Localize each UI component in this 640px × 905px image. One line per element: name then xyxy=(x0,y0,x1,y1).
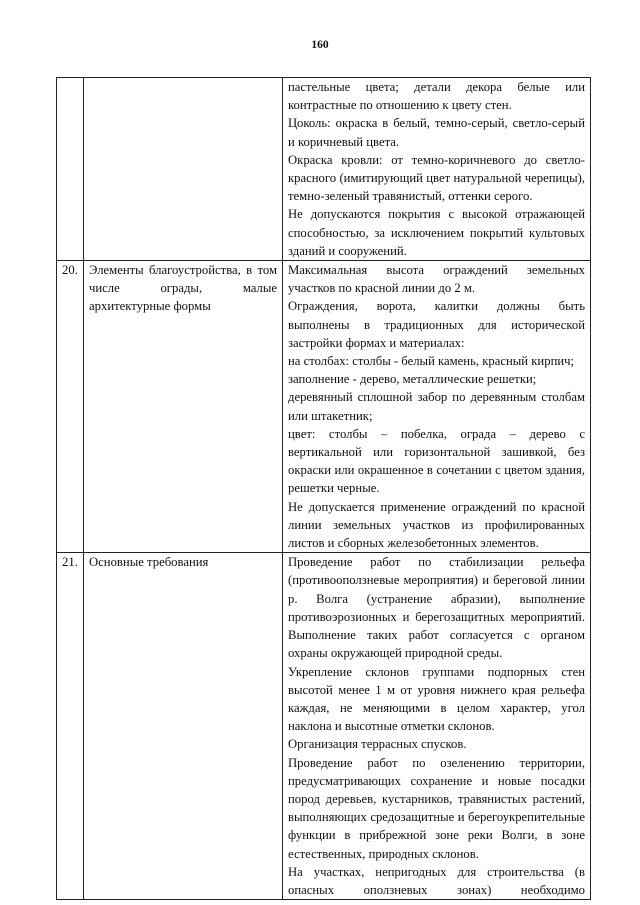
requirement-paragraph: Максимальная высота ограждений земельных участков по красной линии до 2 м. xyxy=(288,263,585,296)
row-name xyxy=(84,78,283,261)
row-number xyxy=(57,78,84,261)
row-number: 20. xyxy=(57,261,84,553)
row-number: 21. xyxy=(57,553,84,900)
row-requirements xyxy=(283,78,591,261)
requirement-paragraph: на столбах: столбы - белый камень, красный кирпич; xyxy=(288,354,575,369)
requirement-paragraph: Проведение работ по озеленению территории, предусматривающих сохранение и новые посадки пород деревьев, кустарников, травянистых растений, выполняющих средозащитные и берегоукрепительные функции в прибрежной зоне реки Волги, в зоне естественных, природных склонов. xyxy=(288,755,585,861)
row-requirements xyxy=(283,261,591,553)
requirement-paragraph: Цоколь: окраска в белый, темно-серый, светло-серый и коричневый цвета. xyxy=(288,116,585,149)
requirement-paragraph: На участках, непригодных для строительства (в опасных оползневых зонах) необходимо xyxy=(288,864,585,897)
requirements-table xyxy=(56,77,591,900)
table-row xyxy=(57,261,591,553)
requirement-paragraph: деревянный сплошной забор по деревянным столбам или штакетник; xyxy=(288,390,585,423)
requirement-paragraph: Ограждения, ворота, калитки должны быть выполнены в традиционных для исторической застройки формах и материалах: xyxy=(288,299,585,350)
table-row xyxy=(57,78,591,261)
row-requirements xyxy=(283,553,591,900)
table-row xyxy=(57,553,591,900)
requirement-paragraph: Окраска кровли: от темно-коричневого до светло-красного (имитирующий цвет натуральной черепицы), темно-зеленый травянистый, оттенки серого. xyxy=(288,152,585,204)
requirement-paragraph: заполнение - дерево, металлические решетки; xyxy=(288,372,537,387)
requirement-paragraph: Проведение работ по стабилизации рельефа (противооползневые мероприятия) и береговой линии р. Волга (устранение абразии), выполнение противоэрозионных и берегозащитных мероприятий. Выполнение таких работ согласуется с органом охраны окружающей природной среды. xyxy=(288,555,585,661)
requirement-paragraph: пастельные цвета; детали декора белые или контрастные по отношению к цвету стен. xyxy=(288,80,585,113)
requirement-paragraph: Не допускается применение ограждений по красной линии земельных участков из профилированных листов и сборных железобетонных элементов. xyxy=(288,499,585,551)
requirement-paragraph: Организация террасных спусков. xyxy=(288,737,467,752)
requirement-paragraph: Не допускаются покрытия с высокой отражающей способностью, за исключением покрытий культовых зданий и сооружений. xyxy=(288,207,585,258)
page-number: 160 xyxy=(311,39,329,51)
requirement-paragraph: цвет: столбы – побелка, ограда – дерево с вертикальной или горизонтальной зашивкой, без окраски или окрашенное в сочетании с цветом здания, решетки черные. xyxy=(288,426,585,496)
row-name: Основные требования xyxy=(84,553,283,900)
row-name: Элементы благоустройства, в том числе ограды, малые архитектурные формы xyxy=(84,261,283,553)
requirement-paragraph: Укрепление склонов группами подпорных стен высотой менее 1 м от уровня нижнего края рельефа каждая, не меняющими в целом характер, угол наклона и высотные отметки склонов. xyxy=(288,664,585,734)
